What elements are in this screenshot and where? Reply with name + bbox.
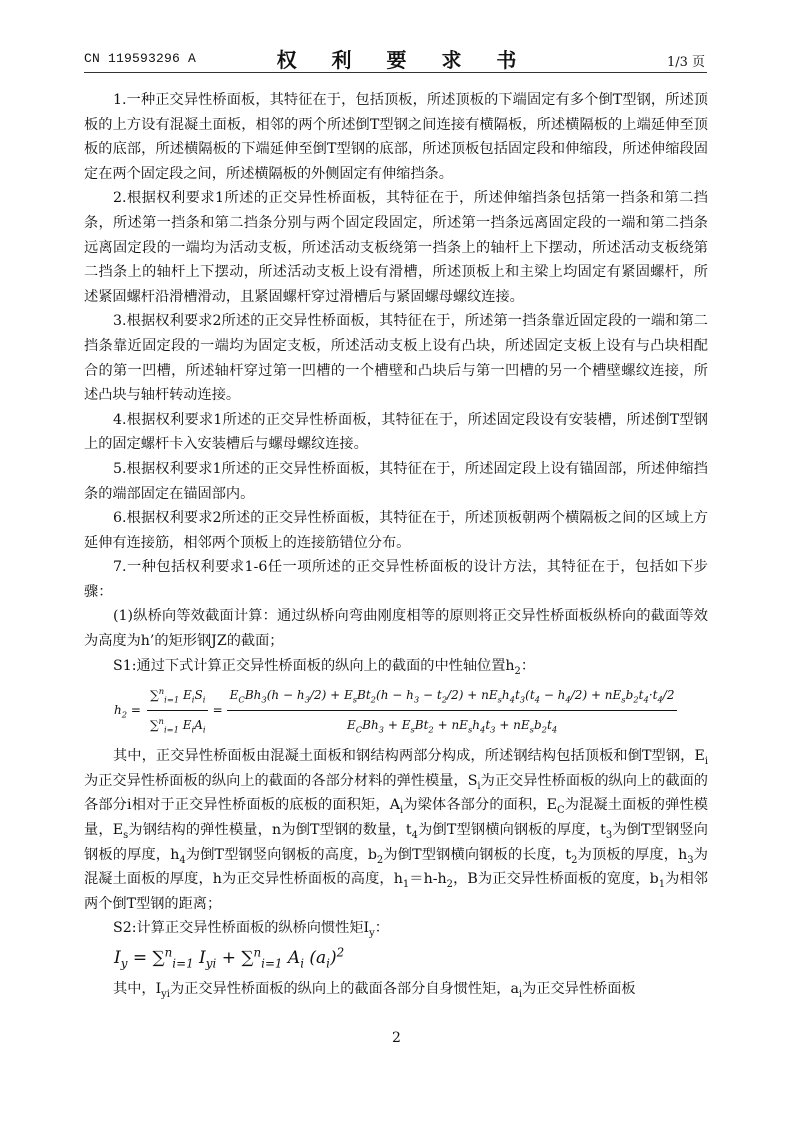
claim-7: 7.一种包括权利要求1-6任一项所述的正交异性桥面板的设计方法，其特征在于，包括如下步骤： [84, 559, 708, 600]
formula-2-explanation: 其中，$I_{yi}$为正交异性桥面板的纵向上的截面各部分自身惯性矩，$a_i$为正交异性桥面板 [113, 981, 636, 1000]
claim-6: 6.根据权利要求2所述的正交异性桥面板，其特征在于，所述顶板朝两个横隔板之间的区域上方延伸有连接筋，相邻两个顶板上的连接筋错位分布。 [84, 510, 708, 551]
step-s1: S1:通过下式计算正交异性桥面板的纵向上的截面的中性轴位置$h_2$： [113, 657, 536, 677]
claim-3: 3.根据权利要求2所述的正交异性桥面板，其特征在于，所述第一挡条靠近固定段的一端和第二挡条靠近固定段的一端均为固定支板，所述活动支板上设有凸块，所述固定支板上设有与凸块相配合的第一凹槽，所述轴杆穿过第一凹槽的一个槽壁和凸块后与第一凹槽的另一个槽壁螺纹连接，所述凸块与轴杆转动连接。 [84, 313, 708, 404]
step-1: (1)纵桥向等效截面计算：通过纵桥向弯曲刚度相等的原则将正交异性桥面板纵桥向的截面等效为高度为h’的矩形钢JZ的截面； [84, 608, 708, 650]
formula-1-explanation: 其中，正交异性桥面板由混凝土面板和钢结构两部分构成，所述钢结构包括顶板和倒T型钢，$E_i$为正交异性桥面板的纵向上的截面的各部分材料的弹性模量，$S_i$为正交异性桥面板的纵向上的截面的各部分i相对于正交异性桥面板的底板的面积矩，$A_i$为梁体各部分的面积，$E_C$为混凝土面板的弹性模量，$E_s$为钢结构的弹性模量，n为倒T型钢的数量，$t_4$为倒T型钢横向钢板的厚度，$t_3$为倒T型钢竖向钢板的厚度，$h_4$为倒T型钢竖向钢板的高度，$b_2$为倒T型钢横向钢板的长度，$t_2$为顶板的厚度，$h_3$为混凝土面板的厚度，h为正交异性桥面板的高度，$h_1=h-h_2$，B为正交异性桥面板的宽度，$b_1$为相邻两个倒T型钢的距离； [84, 748, 708, 912]
neutral-axis-formula: $h_2$ = $\frac{\sum^n_{i=1} E_iS_i}{\sum^n_{i=1} E_iA_i}$ = $E_CBh_3(h - h_3/2) + E_sBt_2(h - h_3 - t_2/2) + nE_sh_4t_3(t_4 - h_4/2) + nE_sb_2t_4\cdot t_4/2$ $E_CBh_3 + E_sBt_2 + nE_sh_4t_3 + nE_sb_2t_4$ [114, 682, 708, 738]
claims-body [84, 88, 708, 1002]
patent-number: CN 119593296 A [84, 51, 197, 66]
page-number: 2 [392, 1030, 401, 1046]
page-indicator: 1/3 页 [666, 55, 705, 70]
claim-5: 5.根据权利要求1所述的正交异性桥面板，其特征在于，所述固定段上设有锚固部，所述伸缩挡条的端部固定在锚固部内。 [84, 460, 708, 502]
header-rule [84, 72, 707, 73]
step-s2: S2:计算正交异性桥面板的纵桥向惯性矩$I_y$： [113, 920, 389, 940]
inertia-formula: $I_y = \sum^n_{i=1}$ $I_{yi} + \sum^n_{i=1}$ $A_i$ $(a_i)^2$ [114, 945, 345, 971]
claim-2: 2.根据权利要求1所述的正交异性桥面板，其特征在于，所述伸缩挡条包括第一挡条和第二挡条，所述第一挡条和第二挡条分别与两个固定段固定，所述第一挡条远离固定段的一端和第二挡条远离固定段的一端均为活动支板，所述活动支板绕第一挡条上的轴杆上下摆动，所述活动支板绕第二挡条上的轴杆上下摆动，所述活动支板上设有滑槽，所述顶板上和主梁上均固定有紧固螺杆，所述紧固螺杆沿滑槽滑动，且紧固螺杆穿过滑槽后与紧固螺母螺纹连接。 [84, 190, 708, 305]
claim-1: 1.一种正交异性桥面板，其特征在于，包括顶板，所述顶板的下端固定有多个倒T型钢，所述顶板的上方设有混凝土面板，相邻的两个所述倒T型钢之间连接有横隔板，所述横隔板的上端延伸至顶板的底部，所述横隔板的下端延伸至倒T型钢的底部，所述顶板包括固定段和伸缩段，所述伸缩段固定在两个固定段之间，所述横隔板的外侧固定有伸缩挡条。 [84, 92, 708, 182]
document-title: 权 利 要 求 书 [276, 48, 531, 72]
claim-4: 4.根据权利要求1所述的正交异性桥面板，其特征在于，所述固定段设有安装槽，所述倒T型钢上的固定螺杆卡入安装槽后与螺母螺纹连接。 [84, 411, 708, 453]
